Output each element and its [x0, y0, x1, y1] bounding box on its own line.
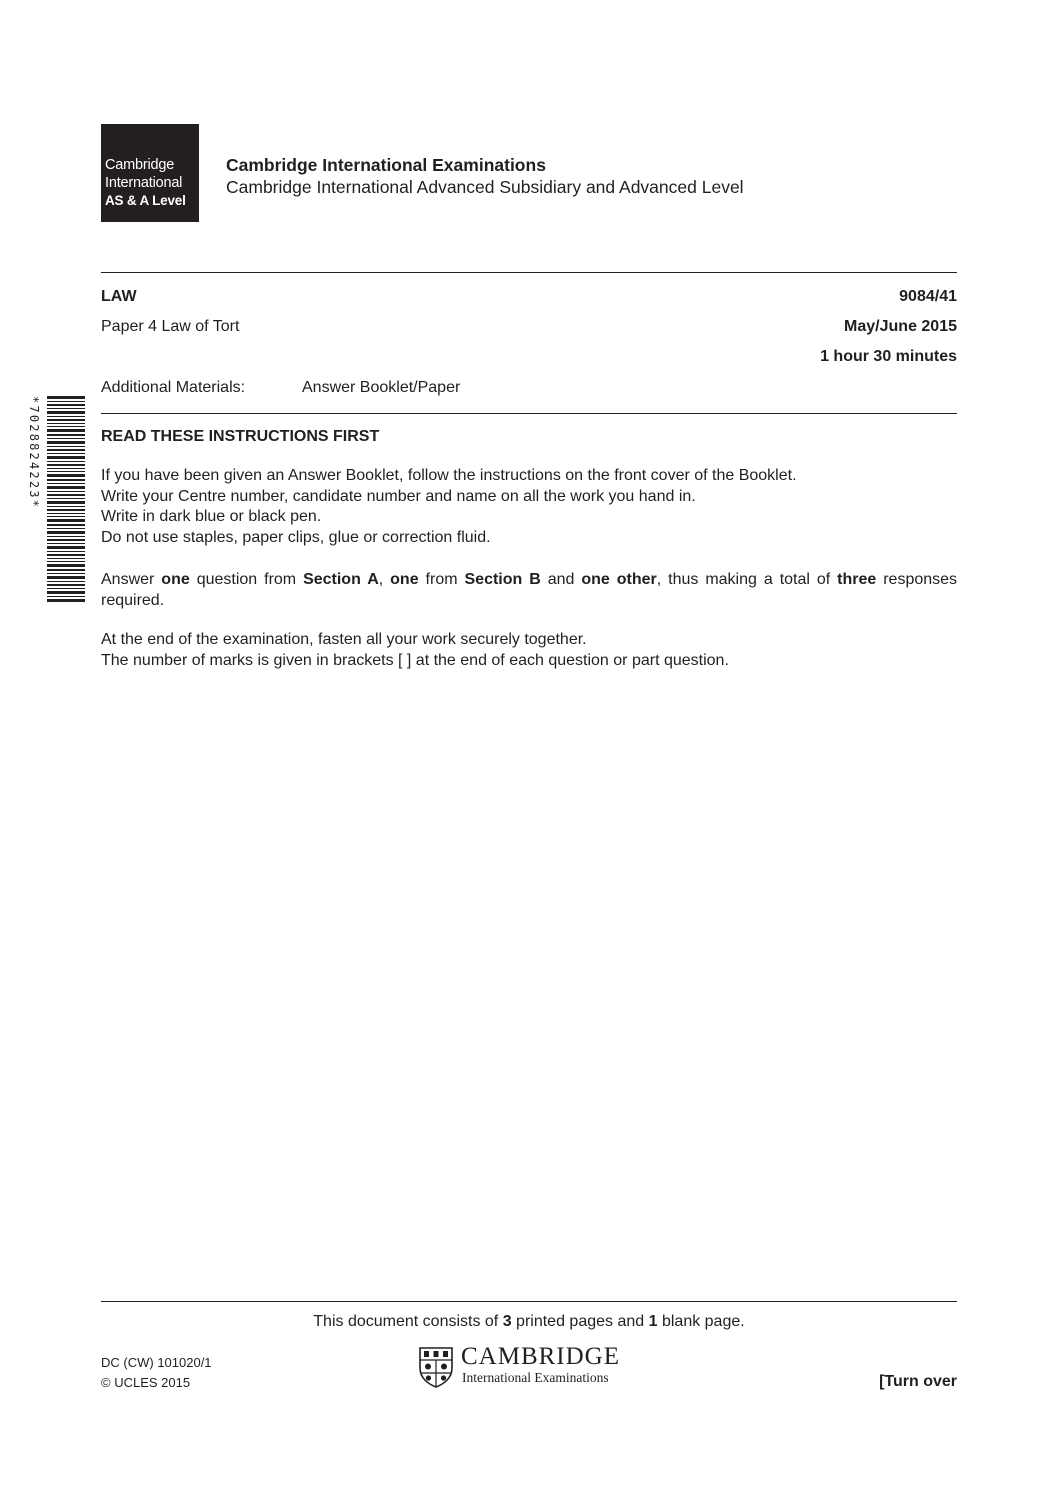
- logo-line-1: Cambridge: [105, 157, 175, 173]
- printed-pages-count: 3: [502, 1313, 512, 1330]
- logo-line-3: AS & A Level: [105, 193, 186, 208]
- paper-code: 9084/41: [899, 288, 957, 305]
- turn-over-note: [Turn over: [879, 1373, 957, 1390]
- copyright-notice: © UCLES 2015: [101, 1375, 191, 1390]
- answer-emphasis: three: [837, 571, 877, 588]
- page-count-text: This document consists of: [313, 1313, 503, 1330]
- page-count-text: blank page.: [657, 1313, 745, 1330]
- answer-text: , thus making a total of: [656, 571, 838, 588]
- candidate-barcode: [33, 396, 85, 602]
- cambridge-crest-icon: [418, 1346, 454, 1388]
- header-divider: [101, 272, 957, 273]
- answer-emphasis: one: [161, 571, 190, 588]
- instruction-line: Do not use staples, paper clips, glue or correction fluid.: [101, 528, 491, 546]
- instruction-line: If you have been given an Answer Booklet, follow the instructions on the front cover of the Booklet.: [101, 467, 797, 484]
- barcode-number: *7028824223*: [27, 396, 41, 510]
- instruction-line: At the end of the examination, fasten all your work securely together.: [101, 631, 587, 648]
- answer-text: and: [540, 571, 582, 588]
- end-of-exam-instructions: [101, 630, 957, 671]
- answer-emphasis: one: [390, 571, 419, 588]
- qualification-title: Cambridge International Advanced Subsidiary and Advanced Level: [226, 177, 744, 197]
- exam-duration: 1 hour 30 minutes: [820, 348, 957, 365]
- instruction-line: Write in dark blue or black pen.: [101, 508, 322, 526]
- subject-title: LAW: [101, 288, 137, 305]
- instruction-line: The number of marks is given in brackets [ ] at the end of each question or part question.: [101, 651, 729, 669]
- answer-text: question from: [189, 571, 304, 588]
- exam-board: [226, 154, 744, 198]
- cambridge-as-a-level-logo: [101, 124, 199, 222]
- answer-emphasis: one other: [581, 571, 657, 588]
- document-reference: DC (CW) 101020/1: [101, 1355, 212, 1370]
- materials-value: Answer Booklet/Paper: [302, 379, 461, 396]
- board-name: Cambridge International Examinations: [226, 155, 546, 175]
- blank-pages-count: 1: [648, 1313, 658, 1330]
- footer-divider: [101, 1301, 957, 1302]
- materials-divider: [101, 413, 957, 414]
- publisher-subtitle: International Examinations: [462, 1370, 609, 1385]
- page-count-text: printed pages and: [511, 1313, 649, 1330]
- exam-session: May/June 2015: [844, 318, 957, 335]
- instruction-line: Write your Centre number, candidate number and name on all the work you hand in.: [101, 487, 696, 505]
- answer-text: from: [418, 571, 465, 588]
- answer-emphasis: Section A: [303, 571, 379, 588]
- answer-text: responses required.: [101, 571, 958, 609]
- instructions-heading: READ THESE INSTRUCTIONS FIRST: [101, 428, 380, 445]
- logo-line-2: International: [105, 175, 183, 191]
- paper-label: Paper 4 Law of Tort: [101, 318, 240, 335]
- answer-emphasis: Section B: [464, 571, 541, 588]
- publisher-wordmark: CAMBRIDGE: [461, 1343, 621, 1370]
- instructions-list: [101, 466, 957, 548]
- page-count-note: [0, 1313, 1058, 1331]
- answer-text: ,: [378, 571, 391, 588]
- answer-requirement: [101, 570, 957, 611]
- materials-label: Additional Materials:: [101, 379, 246, 396]
- answer-text: Answer: [101, 571, 162, 588]
